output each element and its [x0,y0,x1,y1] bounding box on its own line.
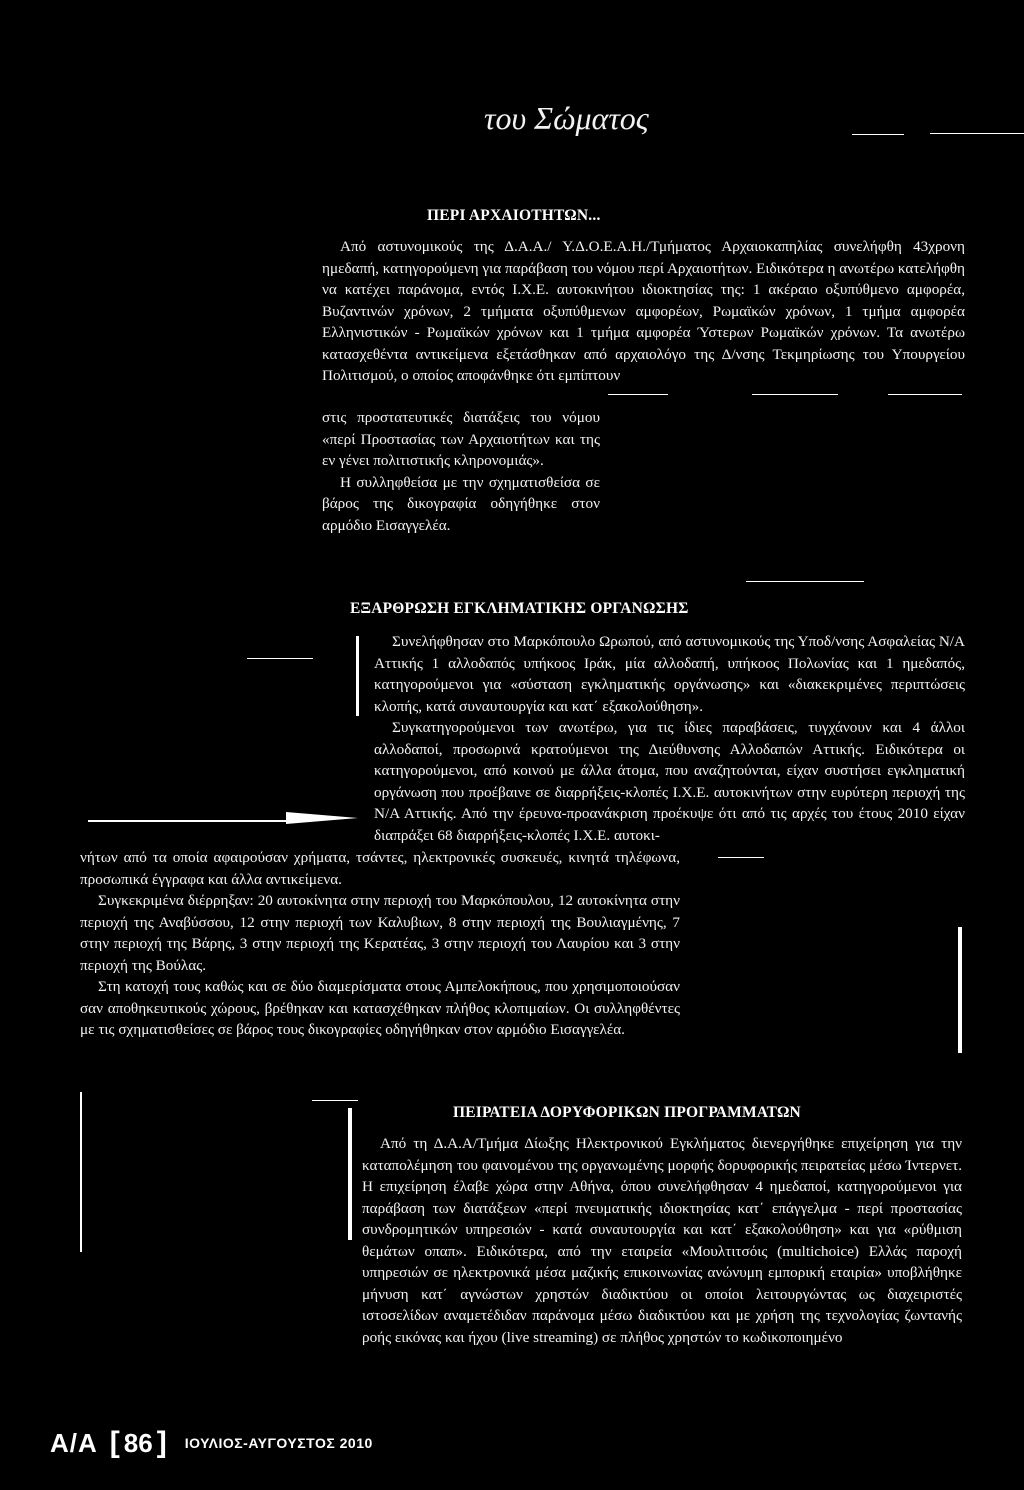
divider-rule [718,857,764,858]
divider-rule [88,820,286,822]
article-body-criminal-org [374,631,965,846]
article-heading-antiquities: ΠΕΡΙ ΑΡΧΑΙΟΤΗΤΩΝ... [427,207,601,224]
article-body-antiquities-narrow [322,407,600,536]
publication-logo: Α/Α [50,1427,98,1458]
arrow-rule [286,812,358,824]
article-paragraph: Συγκεκριμένα διέρρηξαν: 20 αυτοκίνητα στην περιοχή του Μαρκόπουλου, 12 αυτοκίνητα στην περιοχή της Αναβύσσου, 12 στην περιοχή των Καλυβιων, 8 στην περιοχή της Βουλιαγμένης, 7 στην περιοχή της Βάρης, 3 στην περιοχή της Κερατέας, 3 στην περιοχή του Λαυρίου και 3 στην περιοχή της Βούλας. [80,892,680,974]
vertical-rule [80,1092,82,1252]
article-paragraph: Από τη Δ.Α.Α/Τμήμα Δίωξης Ηλεκτρονικού Εγκλήματος διενεργήθηκε επιχείρηση για την καταπολέμηση του φαινομένου της οργανωμένης μορφής δορυφορικής πειρατείας μέσω Ίντερνετ. Η επιχείρηση έλαβε χώρα στην Αθήνα, όπου συνελήφθησαν 4 ημεδαποί, κατηγορούμενοι για παράβαση των διατάξεων «περί πνευματικής ιδιοκτησίας κατ΄ επάγγελμα - περί προστασίας συνδρομητικών υπηρεσιών - κατά συναυτουργία και κατ΄ εξακολούθηση» και για «ρύθμιση θεμάτων οπαπ». Ειδικότερα, από την εταιρεία «Μουλτιτσόις (multichoice) Ελλάς παροχή υπηρεσιών σε ηλεκτρονικά μέσα μαζικής επικοινωνίας ανώνυμη εμπορική εταιρία» υποβλήθηκε μήνυση κατ΄ αγνώστων χρηστών διαδικτύου οι οποίοι λειτουργώντας ως διαχειριστές ιστοσελίδων αναμετέδιδαν παράνομα μέσω διαδικτύου και με χρήση της τεχνολογίας ζωντανής ροής εικόνας και ήχου (live streaming) σε πλήθος χρηστών το κωδικοποιημένο [362,1135,962,1346]
vertical-rule [348,1108,352,1240]
divider-rule [746,581,864,582]
issue-date: ΙΟΥΛΙΟΣ-ΑΥΓΟΥΣΤΟΣ 2010 [184,1435,373,1451]
divider-rule [888,394,962,395]
header-rule-2 [930,133,1024,134]
vertical-rule [958,927,962,1053]
article-paragraph: στις προστατευτικές διατάξεις του νόμου «περί Προστασίας των Αρχαιοτήτων και της εν γένει πολιτιστικής κληρονομιάς». [322,409,600,469]
article-paragraph: Η συλληφθείσα με την σχηματισθείσα σε βάρος της δικογραφία οδηγήθηκε στον αρμόδιο Εισαγγελέα. [322,473,600,534]
article-body-antiquities [322,236,965,387]
page-number [106,1426,171,1460]
vertical-rule [356,636,359,716]
divider-rule [312,1100,358,1101]
article-paragraph: Στη κατοχή τους καθώς και σε δύο διαμερίσματα στους Αμπελοκήπους, που χρησιμοποιούσαν σαν αποθηκευτικούς χώρους, βρέθηκαν και κατασχέθηκαν πλήθος κλοπιμαίων. Οι συλληφθέντες με τις σχηματισθείσες σε βάρος τους δικογραφίες οδηγήθηκαν στον αρμόδιο Εισαγγελέα. [80,978,680,1038]
section-title: του Σώματος [484,100,649,136]
article-paragraph: νήτων από τα οποία αφαιρούσαν χρήματα, τσάντες, ηλεκτρονικές συσκευές, κινητά τηλέφωνα, προσωπικά έγγραφα και άλλα αντικείμενα. [80,849,680,888]
page-footer [50,1426,373,1460]
article-paragraph: Συνελήφθησαν στο Μαρκόπουλο Ωρωπού, από αστυνομικούς της Υποδ/νσης Ασφαλείας Ν/Α Αττικής 1 αλλοδαπός υπήκοος Ιράκ, μία αλλοδαπή, υπήκοος Πολωνίας και 1 ημεδαπός, κατηγορούμενοι για «σύσταση εγκληματικής οργάνωσης» και «διακεκριμένες περιπτώσεις κλοπής, κατά συναυτουργία και κατ΄ εξακολούθηση». [374,633,965,715]
article-body-criminal-org-cont [80,847,680,1041]
bracket-close: ] [156,1426,167,1459]
article-paragraph: Από αστυνομικούς της Δ.Α.Α./ Υ.Δ.Ο.Ε.Α.Η./Τμήματος Αρχαιοκαπηλίας συνελήφθη 43χρονη ημεδαπή, κατηγορούμενη για παράβαση του νόμου περί Αρχαιοτήτων. Ειδικότερα η ανωτέρω κατελήφθη να κατέχει παράνομα, εντός Ι.Χ.Ε. αυτοκινήτου ιδιοκτησίας της: 1 ακέραιο οξυπύθμενο αμφορέα, Βυζαντινών χρόνων, 2 τμήματα οξυπύθμενων αμφορέων, Ρωμαϊκών χρόνων, 1 τμήμα αμφορέα Ελληνιστικών - Ρωμαϊκών χρόνων και 1 τμήμα αμφορέα Ύστερων Ρωμαϊκών χρόνων. Τα ανωτέρω κατασχεθέντα αντικείμενα εξετάσθηκαν από αρχαιολόγο της Δ/νσης Τεκμηρίωσης του Υπουργείου Πολιτισμού, ο οποίος αποφάνθηκε ότι εμπίπτουν [322,238,965,384]
article-heading-criminal-org: ΕΞΑΡΘΡΩΣΗ ΕΓΚΛΗΜΑΤΙΚΗΣ ΟΡΓΑΝΩΣΗΣ [350,600,689,617]
divider-rule [608,394,668,395]
divider-rule [247,658,313,659]
page-number-value: 86 [123,1428,153,1458]
article-heading-piracy: ΠΕΙΡΑΤΕΙΑ ΔΟΡΥΦΟΡΙΚΩΝ ΠΡΟΓΡΑΜΜΑΤΩΝ [453,1104,801,1121]
header-rule-1 [852,134,904,135]
article-body-piracy [362,1133,962,1348]
divider-rule [752,394,838,395]
article-paragraph: Συγκατηγορούμενοι των ανωτέρω, για τις ίδιες παραβάσεις, τυγχάνουν και 4 άλλοι αλλοδαποί, προσωρινά κρατούμενοι της Διεύθυνσης Αλλοδαπών Αττικής. Ειδικότερα οι κατηγορούμενοι, από κοινού με άλλα άτομα, που αναζητούνται, είχαν συστήσει εγκληματική οργάνωση που προέβαινε σε διαρρήξεις-κλοπές Ι.Χ.Ε. αυτοκινήτων στην ευρύτερη περιοχή της Ν/Α Αττικής. Από την έρευνα-προανάκριση προέκυψε ότι από τις αρχές του έτους 2010 είχαν διαπράξει 68 διαρρήξεις-κλοπές Ι.Χ.Ε. αυτοκι- [374,719,965,844]
bracket-open: [ [109,1426,120,1459]
